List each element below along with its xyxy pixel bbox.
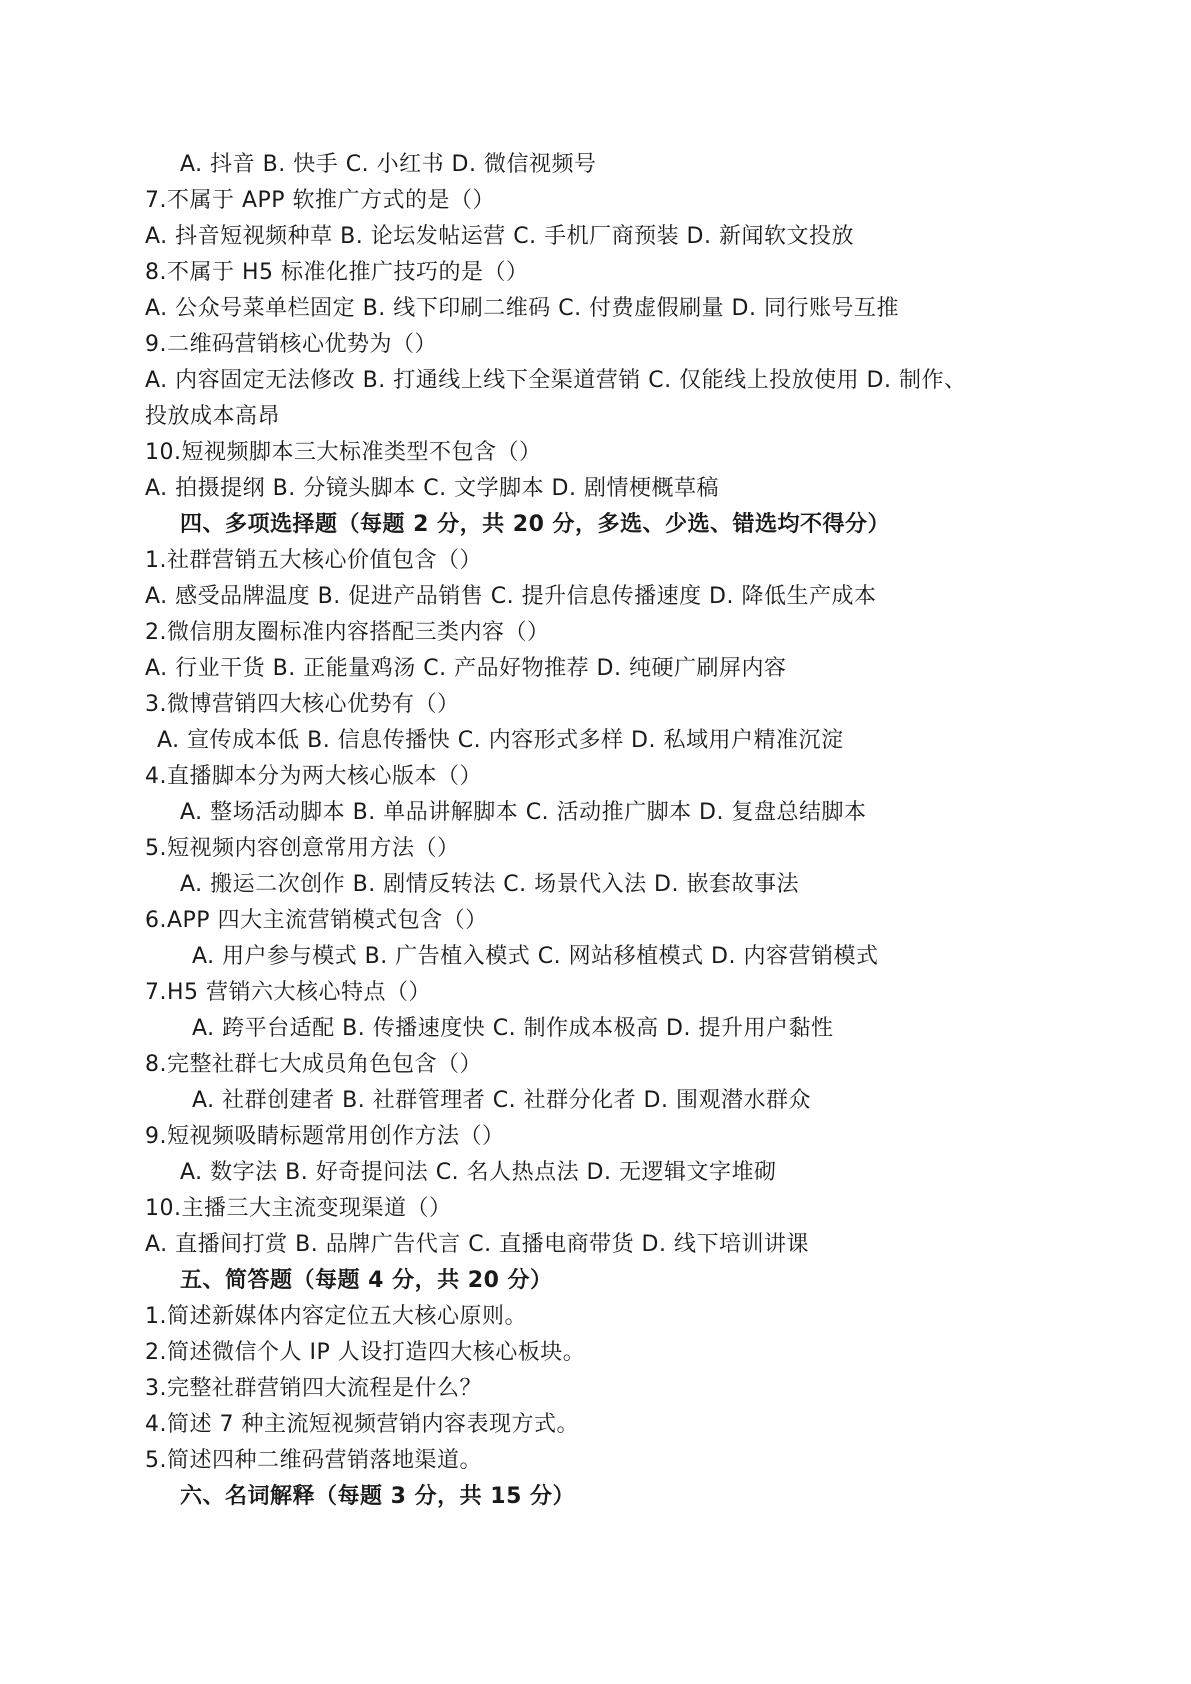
question-line: 2.简述微信个人 IP 人设打造四大核心板块。 — [145, 1340, 586, 1365]
option-line: A. 数字法 B. 好奇提问法 C. 名人热点法 D. 无逻辑文字堆砌 — [180, 1160, 777, 1185]
option-line: A. 感受品牌温度 B. 促进产品销售 C. 提升信息传播速度 D. 降低生产成本 — [145, 584, 877, 609]
section-heading: 六、名词解释（每题 3 分，共 15 分） — [180, 1484, 576, 1509]
question-line: 7.不属于 APP 软推广方式的是（） — [145, 188, 496, 213]
question-line: 9.二维码营销核心优势为（） — [145, 332, 437, 357]
question-line: 2.微信朋友圈标准内容搭配三类内容（） — [145, 620, 550, 645]
question-line: 6.APP 四大主流营销模式包含（） — [145, 908, 488, 933]
option-line: A. 抖音短视频种草 B. 论坛发帖运营 C. 手机厂商预装 D. 新闻软文投放 — [145, 224, 854, 249]
option-line-continued: 投放成本高昂 — [145, 404, 281, 429]
option-line: A. 用户参与模式 B. 广告植入模式 C. 网站移植模式 D. 内容营销模式 — [192, 944, 879, 969]
question-line: 4.直播脚本分为两大核心版本（） — [145, 764, 482, 789]
section-heading: 五、简答题（每题 4 分，共 20 分） — [180, 1268, 553, 1293]
option-line: A. 搬运二次创作 B. 剧情反转法 C. 场景代入法 D. 嵌套故事法 — [180, 872, 799, 897]
question-line: 7.H5 营销六大核心特点（） — [145, 980, 432, 1005]
question-line: 8.不属于 H5 标准化推广技巧的是（） — [145, 260, 529, 285]
option-line: A. 直播间打赏 B. 品牌广告代言 C. 直播电商带货 D. 线下培训讲课 — [145, 1232, 809, 1257]
question-line: 10.短视频脚本三大标准类型不包含（） — [145, 440, 542, 465]
question-line: 1.简述新媒体内容定位五大核心原则。 — [145, 1304, 527, 1329]
question-line: 9.短视频吸睛标题常用创作方法（） — [145, 1124, 505, 1149]
question-line: 3.完整社群营销四大流程是什么？ — [145, 1376, 482, 1401]
option-line: A. 整场活动脚本 B. 单品讲解脚本 C. 活动推广脚本 D. 复盘总结脚本 — [180, 800, 867, 825]
option-line: A. 行业干货 B. 正能量鸡汤 C. 产品好物推荐 D. 纯硬广刷屏内容 — [145, 656, 787, 681]
question-line: 8.完整社群七大成员角色包含（） — [145, 1052, 482, 1077]
section-heading: 四、多项选择题（每题 2 分，共 20 分，多选、少选、错选均不得分） — [180, 512, 891, 537]
option-line: A. 内容固定无法修改 B. 打通线上线下全渠道营销 C. 仅能线上投放使用 D. 制作、 — [145, 368, 967, 393]
option-line: A. 宣传成本低 B. 信息传播快 C. 内容形式多样 D. 私域用户精准沉淀 — [157, 728, 844, 753]
option-line: A. 公众号菜单栏固定 B. 线下印刷二维码 C. 付费虚假刷量 D. 同行账号互推 — [145, 296, 899, 321]
question-line: 3.微博营销四大核心优势有（） — [145, 692, 460, 717]
question-line: 4.简述 7 种主流短视频营销内容表现方式。 — [145, 1412, 579, 1437]
option-line: A. 社群创建者 B. 社群管理者 C. 社群分化者 D. 围观潜水群众 — [192, 1088, 811, 1113]
option-line: A. 抖音 B. 快手 C. 小红书 D. 微信视频号 — [180, 152, 597, 177]
question-line: 5.短视频内容创意常用方法（） — [145, 836, 460, 861]
question-line: 5.简述四种二维码营销落地渠道。 — [145, 1448, 482, 1473]
option-line: A. 拍摄提纲 B. 分镜头脚本 C. 文学脚本 D. 剧情梗概草稿 — [145, 476, 719, 501]
option-line: A. 跨平台适配 B. 传播速度快 C. 制作成本极高 D. 提升用户黏性 — [192, 1016, 834, 1041]
question-line: 1.社群营销五大核心价值包含（） — [145, 548, 482, 573]
question-line: 10.主播三大主流变现渠道（） — [145, 1196, 452, 1221]
